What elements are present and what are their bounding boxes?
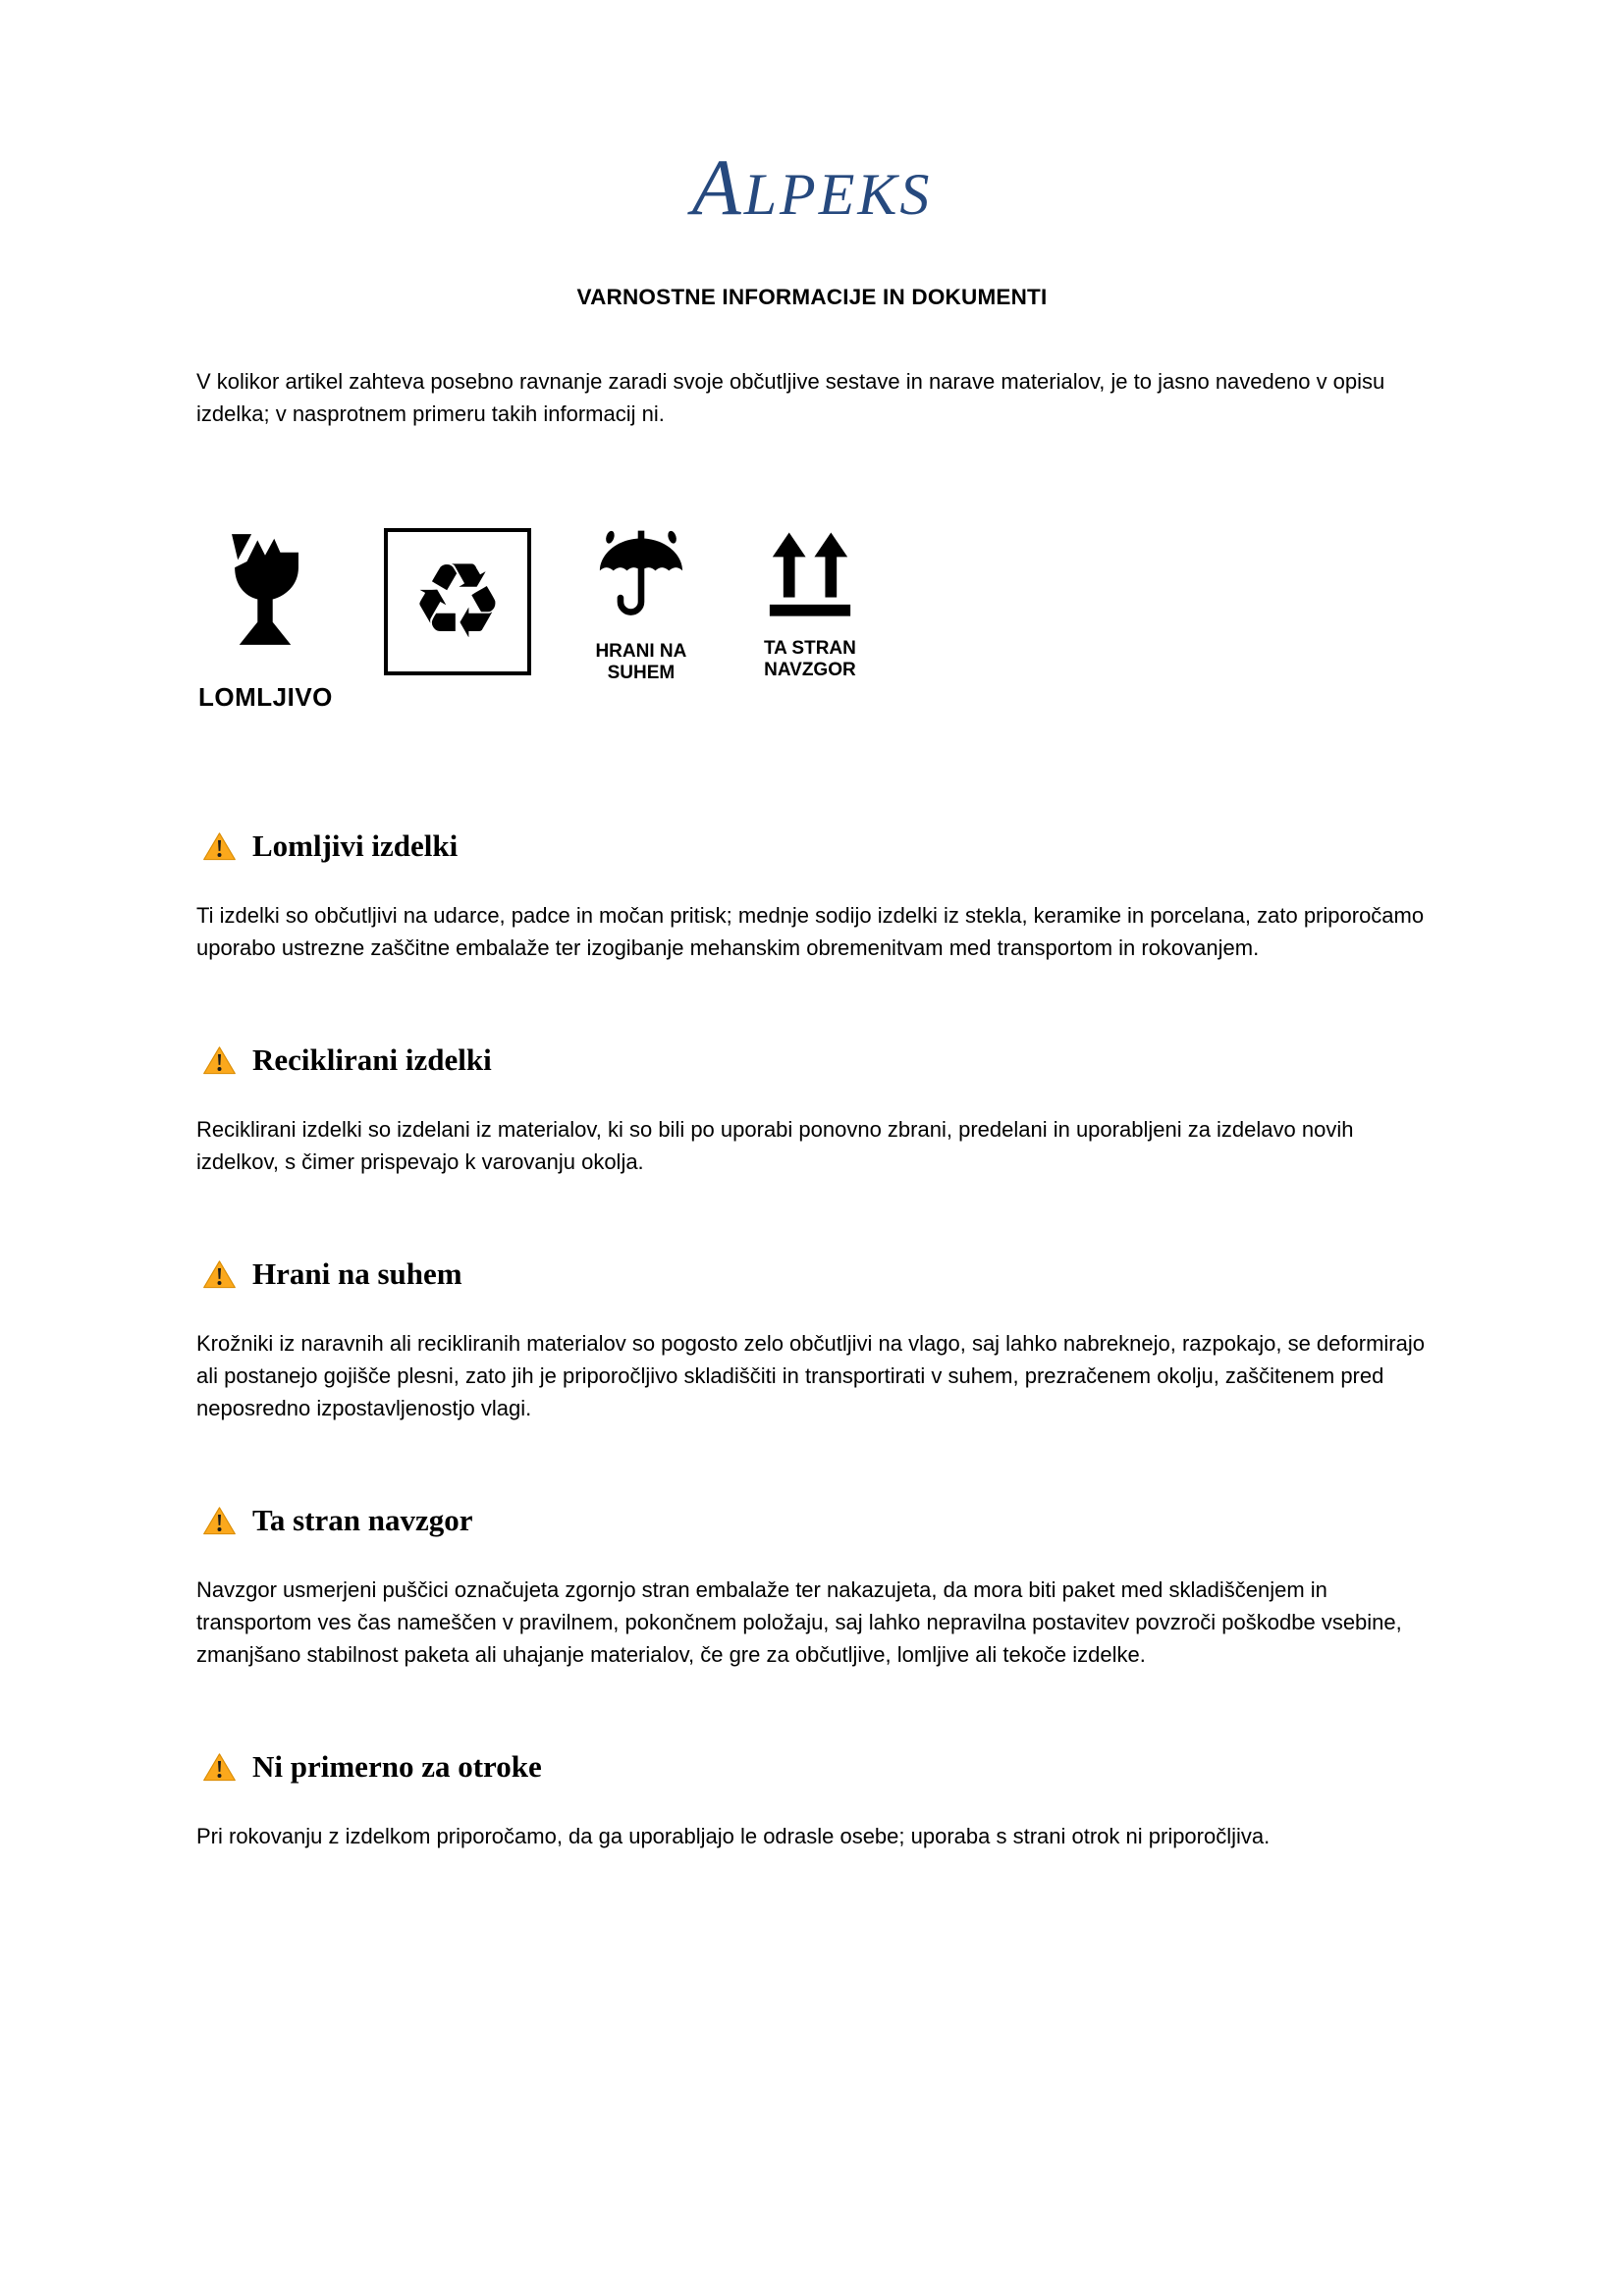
symbol-recycle (384, 528, 531, 675)
symbol-fragile (198, 528, 333, 713)
logo-rest: LPEKS (743, 162, 933, 227)
section-heading: Ni primerno za otroke (252, 1749, 542, 1784)
section-body: Pri rokovanju z izdelkom priporočamo, da ga uporabljajo le odrasle osebe; uporaba s strani otrok ni priporočljiva. (196, 1824, 1271, 1848)
section-heading-row (202, 1503, 1428, 1538)
umbrella-icon (592, 528, 690, 631)
handling-symbols-row (198, 528, 1428, 734)
warning-icon (202, 831, 237, 862)
section-body: Ti izdelki so občutljivi na udarce, padce in močan pritisk; mednje sodijo izdelki iz stekla, keramike in porcelana, zato priporočamo uporabo ustrezne zaščitne embalaže ter izogibanje mehanskim obremenitvam med transportom in rokovanjem. (196, 903, 1425, 960)
warning-icon (202, 1506, 237, 1536)
section-heading: Hrani na suhem (252, 1256, 462, 1291)
keep-dry-label: HRANI NA SUHEM (595, 641, 687, 684)
section-heading-row (202, 1749, 1428, 1785)
section-heading-row (202, 828, 1428, 864)
section-heading: Lomljivi izdelki (252, 828, 459, 863)
section-body: Navzgor usmerjeni puščici označujeta zgornjo stran embalaže ter nakazujeta, da mora biti paket med skladiščenjem in transportom ves čas nameščen v pravilnem, pokončnem položaju, saj lahko nepravilna postavitev povzroči poškodbe vsebine, zmanjšano stabilnost paketa ali uhajanje materialov, če gre za občutljive, lomljive ali tekoče izdelke. (196, 1577, 1402, 1667)
logo-first-letter: A (691, 142, 744, 232)
recycle-box (384, 528, 531, 675)
section-ni-primerno-za-otroke (196, 1749, 1428, 1852)
symbol-keep-dry (582, 528, 700, 685)
section-heading-row (202, 1042, 1428, 1078)
section-body: Reciklirani izdelki so izdelani iz materialov, ki so bili po uporabi ponovno zbrani, predelani in uporabljeni za izdelavo novih izdelkov, s čimer prispevajo k varovanju okolja. (196, 1117, 1354, 1174)
intro-paragraph: V kolikor artikel zahteva posebno ravnanje zaradi svoje občutljive sestave in narave materialov, je to jasno navedeno v opisu izdelka; v nasprotnem primeru takih informacij ni. (196, 369, 1385, 426)
fragile-glass-icon (210, 528, 320, 672)
warning-icon (202, 1259, 237, 1290)
section-reciklirani-izdelki (196, 1042, 1428, 1178)
recycle-icon: ♻ (410, 541, 505, 662)
symbol-this-side-up (751, 528, 869, 682)
section-ta-stran-navzgor (196, 1503, 1428, 1671)
section-heading-row (202, 1256, 1428, 1292)
section-heading: Reciklirani izdelki (252, 1042, 492, 1077)
this-side-up-icon (764, 528, 856, 628)
fragile-label: LOMLJIVO (198, 682, 333, 712)
page-title: VARNOSTNE INFORMACIJE IN DOKUMENTI (576, 285, 1048, 309)
section-lomljivi-izdelki (196, 828, 1428, 964)
section-hrani-na-suhem (196, 1256, 1428, 1424)
warning-icon (202, 1752, 237, 1783)
warning-icon (202, 1045, 237, 1076)
company-logo (196, 142, 1428, 238)
this-side-up-label: TA STRAN NAVZGOR (763, 638, 856, 681)
section-body: Krožniki iz naravnih ali recikliranih materialov so pogosto zelo občutljivi na vlago, saj lahko nabreknejo, razpokajo, se deformirajo ali postanejo gojišče plesni, zato jih je priporočljivo skladiščiti in transportirati v suhem, prezračenem okolju, zaščitenem pred neposredno izpostavljenostjo vlagi. (196, 1331, 1425, 1420)
section-heading: Ta stran navzgor (252, 1503, 473, 1537)
